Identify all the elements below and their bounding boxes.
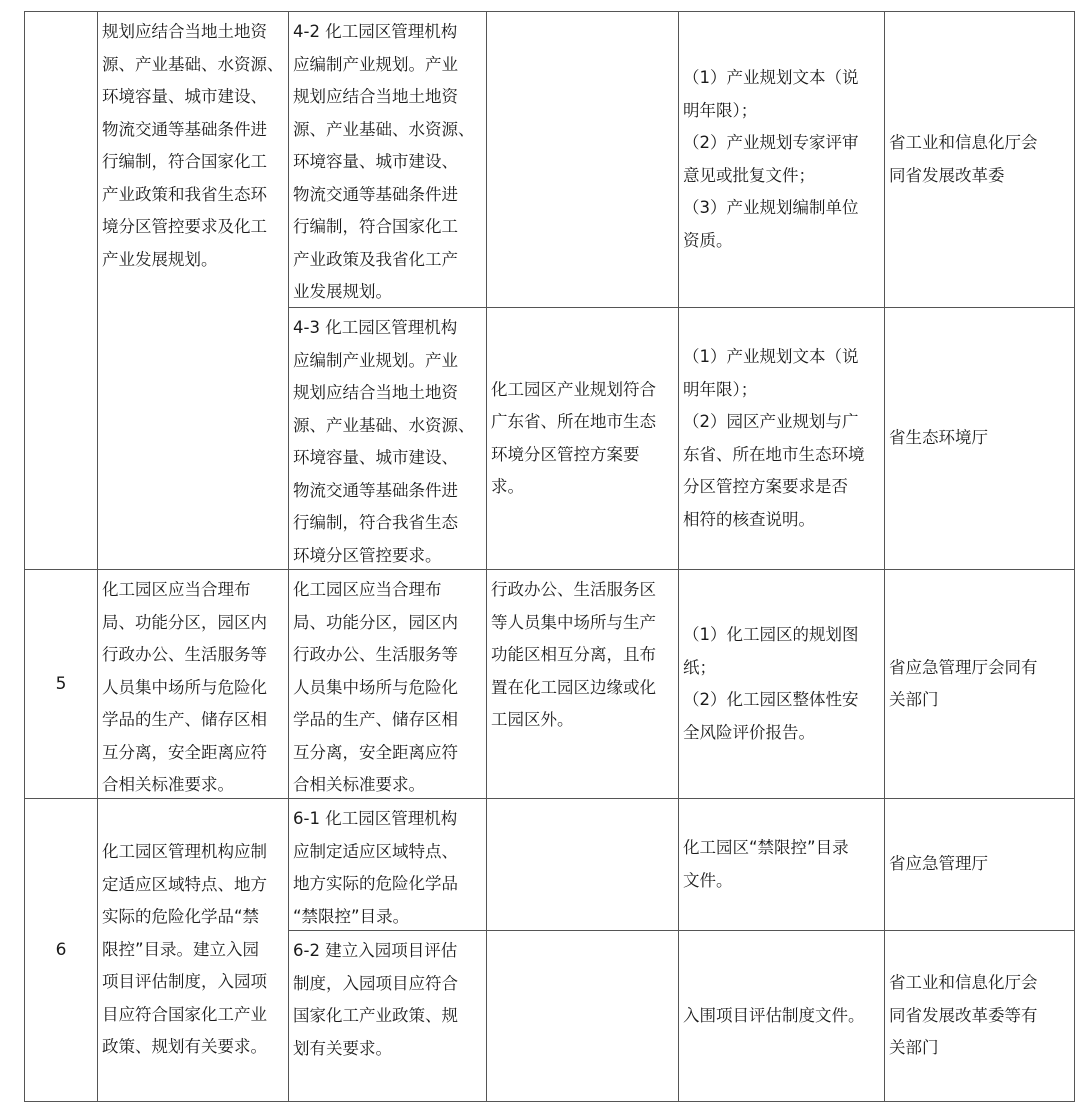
row-4-3-item-cell xyxy=(289,308,486,569)
row-6-2-department-text: 省工业和信息化厅会 同省发展改革委等有 关部门 xyxy=(889,973,1038,1058)
row-6-requirement-text: 化工园区管理机构应制 定适应区域特点、地方 实际的危险化学品“禁 限控”目录。建立入园 项目评估制度，入园项 目应符合国家化工产业 政策、规划有关要求。 xyxy=(102,842,267,1057)
row-6-1-department-cell xyxy=(885,799,1074,930)
row-5-number-cell xyxy=(25,570,97,798)
row-6-number: 6 xyxy=(55,939,67,960)
row-6-1-item-cell xyxy=(289,799,486,930)
row-5-department-cell xyxy=(885,570,1074,798)
row-4-2-department-text: 省工业和信息化厅会 同省发展改革委 xyxy=(889,133,1038,185)
col-border-6 xyxy=(1074,11,1075,1102)
row-6-2-materials-cell xyxy=(679,931,884,1101)
row-5-requirement-cell xyxy=(98,570,288,798)
row-4-3-standard-text: 化工园区产业规划符合 广东省、所在地市生态 环境分区管控方案要 求。 xyxy=(491,379,656,496)
row-4-2-materials-cell xyxy=(679,12,884,307)
row-6-1-materials-text: 化工园区“禁限控”目录 文件。 xyxy=(683,838,849,890)
row-5-standard-text: 行政办公、生活服务区 等人员集中场所与生产 功能区相互分离，且布 置在化工园区边缘或化 工园区外。 xyxy=(491,580,656,729)
row-6-2-item-text: 6-2 建立入园项目评估 制度，入园项目应符合 国家化工产业政策、规 划有关要求。 xyxy=(293,941,458,1058)
row-6-1-department-text: 省应急管理厅 xyxy=(889,854,988,874)
row-6-number-cell xyxy=(25,799,97,1101)
table-bottom-border xyxy=(24,1101,1075,1102)
row-4-3-materials-text: （1）产业规划文本（说 明年限）； （2）园区产业规划与广 东省、所在地市生态环境 分区管控方案要求是否 相符的核查说明。 xyxy=(683,347,865,529)
row-4-3-materials-cell xyxy=(679,308,884,569)
row-5-materials-text: （1）化工园区的规划图 纸； （2）化工园区整体性安 全风险评价报告。 xyxy=(683,625,859,742)
row-4-2-standard-cell xyxy=(487,12,678,307)
row-4-requirement-cell xyxy=(98,12,288,307)
row-5-requirement-text: 化工园区应当合理布 局、功能分区，园区内 行政办公、生活服务等 人员集中场所与危险化 学品的生产、储存区相 互分离，安全距离应符 合相关标准要求。 xyxy=(102,580,267,794)
row-4-2-materials-text: （1）产业规划文本（说 明年限）； （2）产业规划专家评审 意见或批复文件； （3）产业规划编制单位 资质。 xyxy=(683,68,859,250)
row-5-materials-cell xyxy=(679,570,884,798)
row-4-3-department-text: 省生态环境厅 xyxy=(889,428,988,448)
row-6-2-item-cell xyxy=(289,931,486,1101)
row-6-1-item-text: 6-1 化工园区管理机构 应制定适应区域特点、 地方实际的危险化学品 “禁限控”目录。 xyxy=(293,809,458,926)
row-4-3-standard-cell xyxy=(487,308,678,569)
row-5-department-text: 省应急管理厅会同有 关部门 xyxy=(889,657,1038,709)
row-4-2-department-cell xyxy=(885,12,1074,307)
row-6-2-department-cell xyxy=(885,931,1074,1101)
row-4-3-item-text: 4-3 化工园区管理机构 应编制产业规划。产业 规划应结合当地土地资 源、产业基础、水资源、 环境容量、城市建设、 物流交通等基础条件进 行编制，符合我省生态 环境分区管控要求。 xyxy=(293,318,475,565)
row-6-1-materials-cell xyxy=(679,799,884,930)
row-4-2-item-text: 4-2 化工园区管理机构 应编制产业规划。产业 规划应结合当地土地资 源、产业基础、水资源、 环境容量、城市建设、 物流交通等基础条件进 行编制，符合国家化工 产业政策及我省化工产 业发展规划。 xyxy=(293,22,475,301)
row-4-2-item-cell xyxy=(289,12,486,307)
row-6-2-standard-cell xyxy=(487,931,678,1101)
row-5-number: 5 xyxy=(55,673,67,694)
row-4-3-department-cell xyxy=(885,308,1074,569)
row-6-1-standard-cell xyxy=(487,799,678,930)
row-4-requirement-text: 规划应结合当地土地资 源、产业基础、水资源、 环境容量、城市建设、 物流交通等基础条件进 行编制，符合国家化工 产业政策和我省生态环 境分区管控要求及化工 产业发展规划。 xyxy=(102,22,284,269)
row-6-2-materials-text: 入围项目评估制度文件。 xyxy=(683,1005,865,1025)
row-6-requirement-cell xyxy=(98,799,288,1101)
row-5-item-text: 化工园区应当合理布 局、功能分区，园区内 行政办公、生活服务等 人员集中场所与危险化 学品的生产、储存区相 互分离，安全距离应符 合相关标准要求。 xyxy=(293,580,458,794)
row-5-item-cell xyxy=(289,570,486,798)
row-5-standard-cell xyxy=(487,570,678,798)
